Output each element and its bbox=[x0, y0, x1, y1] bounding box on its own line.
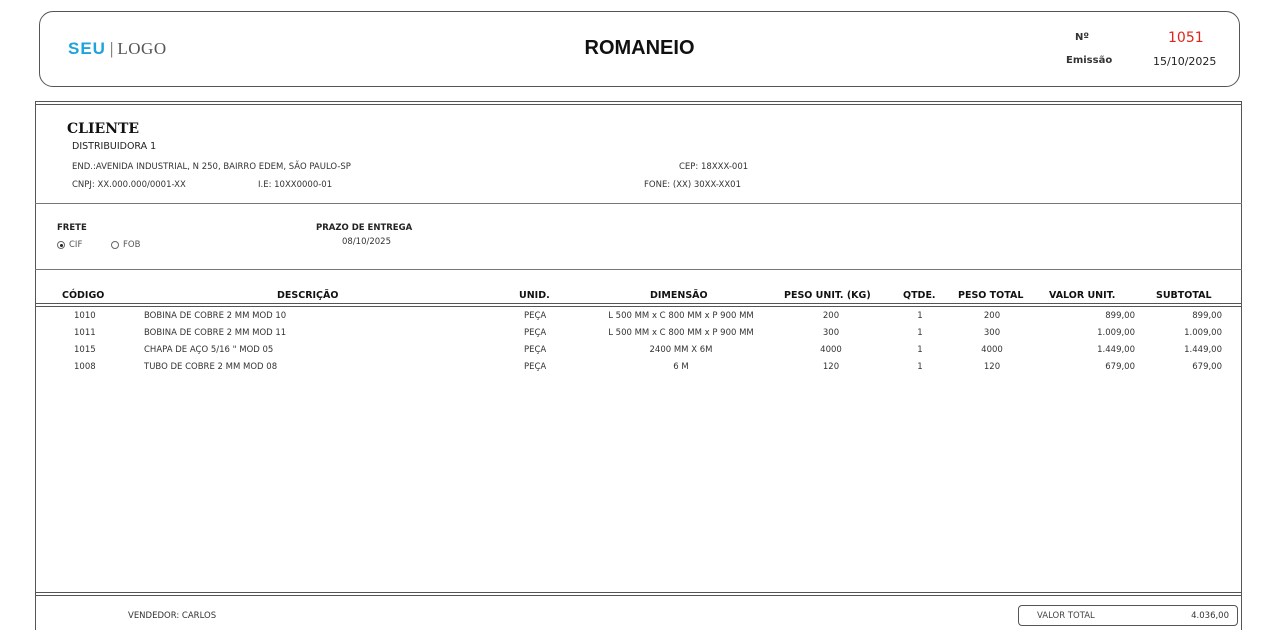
cell-total-weight: 120 bbox=[983, 362, 1001, 372]
freight-option-label: CIF bbox=[69, 240, 83, 250]
cell-code: 1011 bbox=[74, 328, 96, 338]
logo-word-text: LOGO bbox=[117, 39, 167, 58]
logo-separator: | bbox=[109, 39, 114, 58]
delivery-deadline-value: 08/10/2025 bbox=[342, 237, 391, 247]
shipping-divider bbox=[35, 269, 1242, 270]
cell-unit-value: 899,00 bbox=[1105, 311, 1135, 321]
cell-description: TUBO DE COBRE 2 MM MOD 08 bbox=[144, 362, 278, 372]
client-phone: FONE: (XX) 30XX-XX01 bbox=[644, 180, 741, 190]
total-label: VALOR TOTAL bbox=[1037, 611, 1095, 621]
document-title: ROMANEIO bbox=[584, 37, 695, 59]
cell-total-weight: 300 bbox=[983, 328, 1001, 338]
table-row bbox=[36, 344, 1241, 360]
freight-option-cif[interactable] bbox=[57, 240, 82, 250]
issue-date-label: Emissão bbox=[1066, 55, 1113, 66]
col-header-description: DESCRIÇÃO bbox=[277, 290, 339, 301]
cell-subtotal: 1.009,00 bbox=[1184, 328, 1222, 338]
client-name: DISTRIBUIDORA 1 bbox=[72, 141, 157, 152]
col-header-unit-weight: PESO UNIT. (KG) bbox=[784, 290, 871, 301]
col-header-subtotal: SUBTOTAL bbox=[1156, 290, 1212, 301]
client-divider bbox=[35, 203, 1242, 204]
table-row bbox=[36, 310, 1241, 326]
number-label: Nº bbox=[1075, 32, 1090, 43]
cell-subtotal: 1.449,00 bbox=[1184, 345, 1222, 355]
freight-label: FRETE bbox=[57, 223, 87, 233]
cell-description: CHAPA DE AÇO 5/16 " MOD 05 bbox=[144, 345, 274, 355]
total-value: 4.036,00 bbox=[1191, 611, 1229, 621]
cell-dimension: 6 M bbox=[673, 362, 689, 372]
cell-unit-weight: 120 bbox=[822, 362, 840, 372]
table-row bbox=[36, 327, 1241, 343]
cell-subtotal: 899,00 bbox=[1192, 311, 1222, 321]
cell-unit-weight: 200 bbox=[822, 311, 840, 321]
cell-unit-value: 679,00 bbox=[1105, 362, 1135, 372]
col-header-unit-value: VALOR UNIT. bbox=[1049, 290, 1116, 301]
document-number: 1051 bbox=[1168, 30, 1204, 46]
client-cnpj: CNPJ: XX.000.000/0001-XX bbox=[72, 180, 186, 190]
table-header-divider bbox=[35, 303, 1242, 307]
cell-unit-weight: 4000 bbox=[820, 345, 842, 355]
cell-dimension: 2400 MM X 6M bbox=[649, 345, 713, 355]
cell-total-weight: 200 bbox=[983, 311, 1001, 321]
col-header-total-weight: PESO TOTAL bbox=[958, 290, 1024, 301]
cell-description: BOBINA DE COBRE 2 MM MOD 11 bbox=[144, 328, 287, 338]
logo-brand-text: SEU bbox=[68, 39, 106, 58]
freight-option-fob[interactable] bbox=[111, 240, 140, 250]
col-header-code: CÓDIGO bbox=[62, 290, 105, 301]
footer-double-divider bbox=[35, 592, 1242, 596]
cell-qty: 1 bbox=[917, 311, 923, 321]
cell-total-weight: 4000 bbox=[981, 345, 1003, 355]
issue-date: 15/10/2025 bbox=[1153, 55, 1217, 68]
table-row bbox=[36, 361, 1241, 377]
radio-unchecked-icon bbox=[111, 241, 119, 249]
freight-option-label: FOB bbox=[123, 240, 141, 250]
cell-qty: 1 bbox=[917, 345, 923, 355]
cell-unit-value: 1.009,00 bbox=[1097, 328, 1135, 338]
delivery-deadline-label: PRAZO DE ENTREGA bbox=[316, 223, 413, 233]
total-value-box bbox=[1018, 605, 1238, 626]
cell-subtotal: 679,00 bbox=[1192, 362, 1222, 372]
cell-unit-weight: 300 bbox=[822, 328, 840, 338]
top-double-divider bbox=[35, 101, 1242, 105]
col-header-dimension: DIMENSÃO bbox=[650, 290, 708, 301]
cell-unit: PEÇA bbox=[524, 362, 547, 372]
cell-code: 1010 bbox=[74, 311, 96, 321]
cell-unit-value: 1.449,00 bbox=[1097, 345, 1135, 355]
client-address: END.:AVENIDA INDUSTRIAL, N 250, BAIRRO EDEM, SÃO PAULO-SP bbox=[72, 162, 351, 172]
radio-checked-icon bbox=[57, 241, 65, 249]
document-header bbox=[39, 11, 1240, 87]
cell-code: 1008 bbox=[74, 362, 96, 372]
cell-unit: PEÇA bbox=[524, 311, 547, 321]
cell-unit: PEÇA bbox=[524, 345, 547, 355]
seller-label: VENDEDOR: bbox=[128, 611, 180, 621]
cell-qty: 1 bbox=[917, 362, 923, 372]
cell-code: 1015 bbox=[74, 345, 96, 355]
cell-dimension: L 500 MM x C 800 MM x P 900 MM bbox=[608, 311, 754, 321]
cell-dimension: L 500 MM x C 800 MM x P 900 MM bbox=[608, 328, 754, 338]
col-header-qty: QTDE. bbox=[903, 290, 936, 301]
col-header-unit: UNID. bbox=[519, 290, 550, 301]
client-ie: I.E: 10XX0000-01 bbox=[258, 180, 333, 190]
cell-description: BOBINA DE COBRE 2 MM MOD 10 bbox=[144, 311, 287, 321]
cell-unit: PEÇA bbox=[524, 328, 547, 338]
cell-qty: 1 bbox=[917, 328, 923, 338]
client-section-title: CLIENTE bbox=[67, 121, 140, 137]
seller-name: CARLOS bbox=[181, 611, 217, 621]
client-cep: CEP: 18XXX-001 bbox=[679, 162, 749, 172]
seller bbox=[128, 611, 216, 621]
